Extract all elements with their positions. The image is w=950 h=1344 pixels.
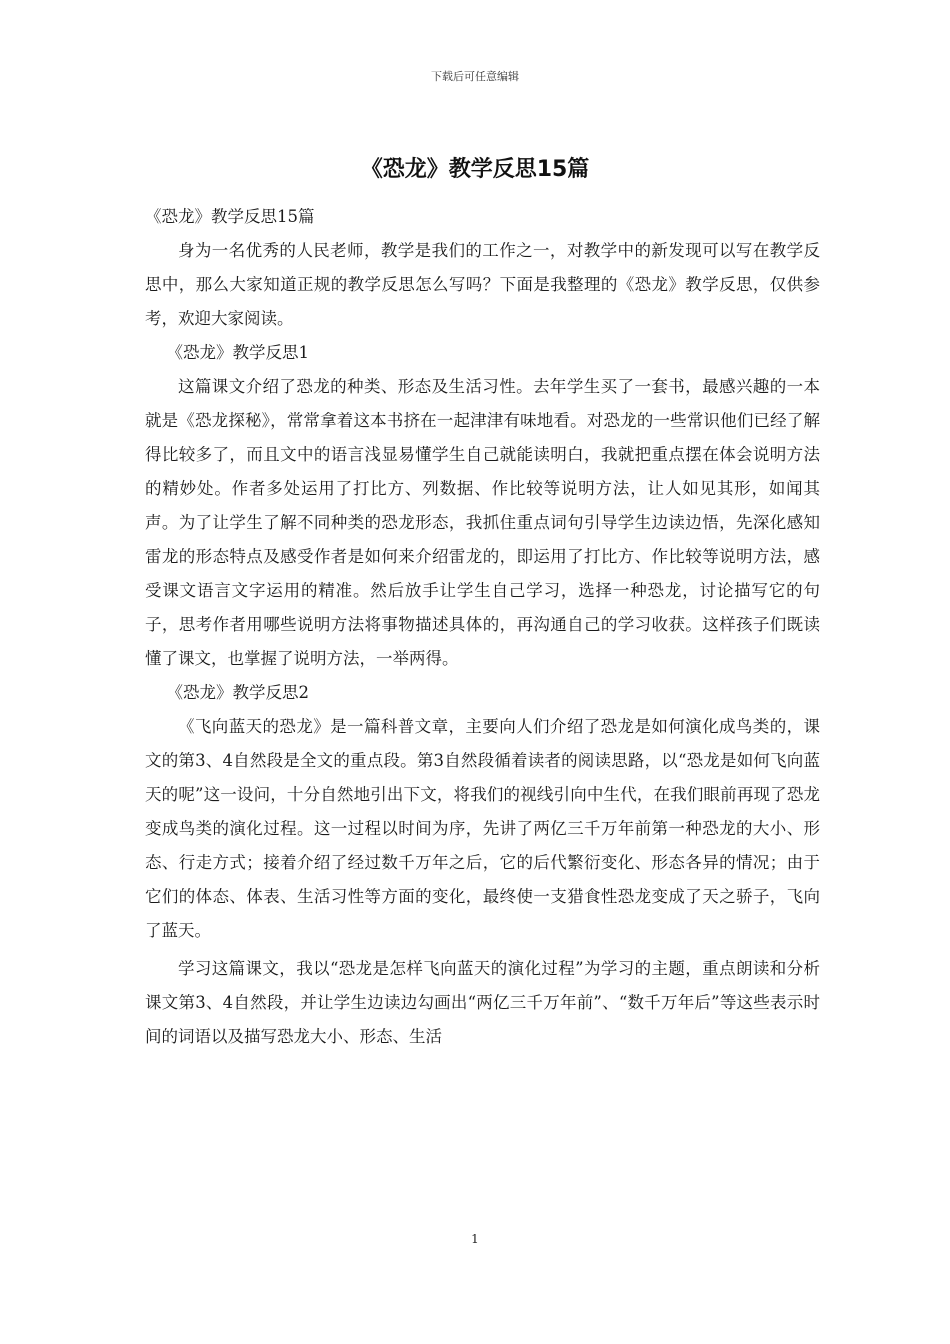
document-title: 《恐龙》教学反思15篇 (360, 157, 590, 182)
section-heading-1: 《恐龙》教学反思1 (166, 343, 309, 362)
header-note: 下载后可任意编辑 (431, 70, 519, 83)
page-number: 1 (471, 1232, 479, 1246)
section-heading-2: 《恐龙》教学反思2 (166, 683, 309, 702)
section-2-paragraph-2: 学习这篇课文，我以“恐龙是怎样飞向蓝天的演化过程”为学习的主题，重点朗读和分析课文第3、4自然段，并让学生边读边勾画出“两亿三千万年前”、“数千万年后”等这些表示时间的词语以及描写恐龙大小、形态、生活 (145, 959, 820, 1046)
intro-paragraph: 身为一名优秀的人民老师，教学是我们的工作之一，对教学中的新发现可以写在教学反思中，那么大家知道正规的教学反思怎么写吗？下面是我整理的《恐龙》教学反思，仅供参考，欢迎大家阅读。 (145, 241, 820, 328)
section-2-paragraph-1: 《飞向蓝天的恐龙》是一篇科普文章，主要向人们介绍了恐龙是如何演化成鸟类的，课文的第3、4自然段是全文的重点段。第3自然段循着读者的阅读思路，以“恐龙是如何飞向蓝天的呢”这一设问，十分自然地引出下文，将我们的视线引向中生代，在我们眼前再现了恐龙变成鸟类的演化过程。这一过程以时间为序，先讲了两亿三千万年前第一种恐龙的大小、形态、行走方式；接着介绍了经过数千万年之后，它的后代繁衍变化、形态各异的情况；由于它们的体态、体表、生活习性等方面的变化，最终使一支猎食性恐龙变成了天之骄子，飞向了蓝天。 (145, 717, 820, 940)
section-1-paragraph-1: 这篇课文介绍了恐龙的种类、形态及生活习性。去年学生买了一套书，最感兴趣的一本就是《恐龙探秘》，常常拿着这本书挤在一起津津有味地看。对恐龙的一些常识他们已经了解得比较多了，而且文中的语言浅显易懂学生自己就能读明白，我就把重点摆在体会说明方法的精妙处。作者多处运用了打比方、列数据、作比较等说明方法，让人如见其形，如闻其声。为了让学生了解不同种类的恐龙形态，我抓住重点词句引导学生边读边悟，先深化感知雷龙的形态特点及感受作者是如何来介绍雷龙的，即运用了打比方、作比较等说明方法，感受课文语言文字运用的精准。然后放手让学生自己学习，选择一种恐龙，讨论描写它的句子，思考作者用哪些说明方法将事物描述具体的，再沟通自己的学习收获。这样孩子们既读懂了课文，也掌握了说明方法，一举两得。 (145, 377, 820, 668)
document-body (145, 200, 820, 1054)
subtitle: 《恐龙》教学反思15篇 (145, 207, 315, 226)
